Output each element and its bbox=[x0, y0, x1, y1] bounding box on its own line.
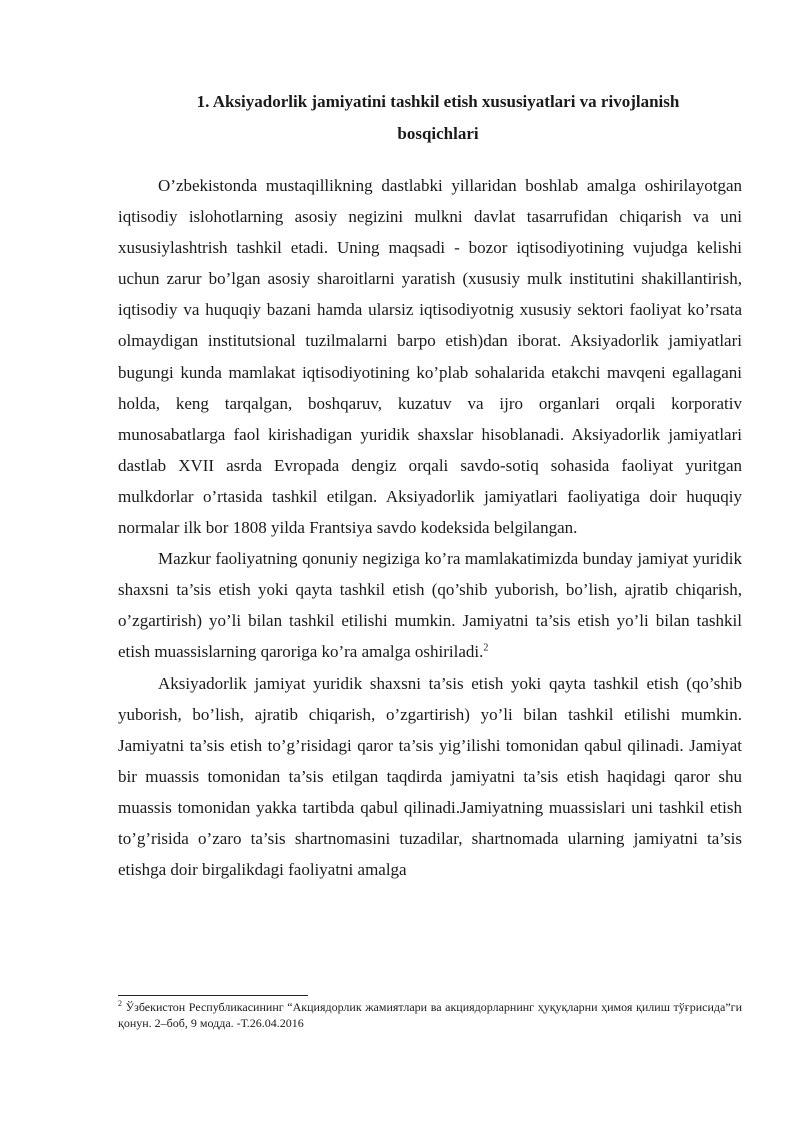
paragraph-2 bbox=[118, 543, 742, 667]
section-heading bbox=[118, 86, 758, 150]
paragraph-3: Aksiyadorlik jamiyat yuridik shaxsni ta’sis etish yoki qayta tashkil etish (qo’shib yuborish, bo’lish, ajratib chiqarish, o’zgartirish) yo’li bilan tashkil etilishi mumkin. Jamiyatni ta’sis etish to’g’risidagi qaror ta’sis yig’ilishi tomonidan qabul qilinadi. Jamiyat bir muassis tomonidan ta’sis etilgan taqdirda jamiyatni ta’sis etish haqidagi qaror shu muassis tomonidan yakka tartibda qabul qilinadi.Jamiyatning muassislari uni tashkil etish to’g’risida o’zaro ta’sis shartnomasini tuzadilar, shartnomada ularning jamiyatni ta’sis etishga doir birgalikdagi faoliyatni amalga bbox=[118, 673, 742, 880]
footnote-marker: 2 bbox=[118, 999, 122, 1008]
body-text bbox=[118, 170, 742, 885]
footnote bbox=[118, 999, 742, 1031]
heading-line-2: bosqichlari bbox=[397, 124, 479, 143]
paragraph-2-text: Mazkur faoliyatning qonuniy negiziga ko’ra mamlakatimizda bunday jamiyat yuridik shaxsni ta’sis etish yoki qayta tashkil etish (qo’shib yuborish, bo’lish, ajratib chiqarish, o’zgartirish) yo’li bilan tashkil etilishi mumkin. Jamiyatni ta’sis etish yo’li bilan tashkil etish muassislarning qaroriga ko’ra amalga oshiriladi. bbox=[118, 549, 742, 662]
footnote-text: Ўзбекистон Республикасининг “Акциядорлик жамиятлари ва акциядорларнинг ҳуқуқларни ҳимоя қилиш тўғрисида”ги қонун. 2–боб, 9 модда. -Т.26.04.2016 bbox=[118, 1000, 742, 1030]
footnote-divider bbox=[118, 995, 308, 996]
paragraph-1: O’zbekistonda mustaqillikning dastlabki yillaridan boshlab amalga oshirilayotgan iqtisodiy islohotlarning asosiy negizini mulkni davlat tasarrufidan chiqarish va uni xususiylashtrish tashkil etadi. Uning maqsadi - bozor iqtisodiyotining vujudga kelishi uchun zarur bo’lgan asosiy sharoitlarni yaratish (xususiy mulk institutini shakillantirish, iqtisodiy va huquqiy bazani hamda ularsiz iqtisodiyotnig xususiy sektori faoliyat ko’rsata olmaydigan institutsional tuzilmalarni barpo etish)dan iborat. Aksiyadorlik jamiyatlari bugungi kunda mamlakat iqtisodiyotining ko’plab sohalarida etakchi mavqeni egallagani holda, keng tarqalgan, boshqaruv, kuzatuv va ijro organlari orqali korporativ munosabatlarga faol kirishadigan yuridik shaxslar hisoblanadi. Aksiyadorlik jamiyatlari dastlab XVII asrda Evropada dengiz orqali savdo-sotiq sohasida faoliyat yuritgan mulkdorlar o’rtasida tashkil etilgan. Aksiyadorlik jamiyatlari faoliyatiga doir huquqiy normalar ilk bor 1808 yilda Frantsiya savdo kodeksida belgilangan. bbox=[118, 176, 742, 538]
heading-line-1: 1. Aksiyadorlik jamiyatini tashkil etish xususiyatlari va rivojlanish bbox=[196, 92, 680, 111]
footnote-reference[interactable]: 2 bbox=[483, 642, 489, 654]
